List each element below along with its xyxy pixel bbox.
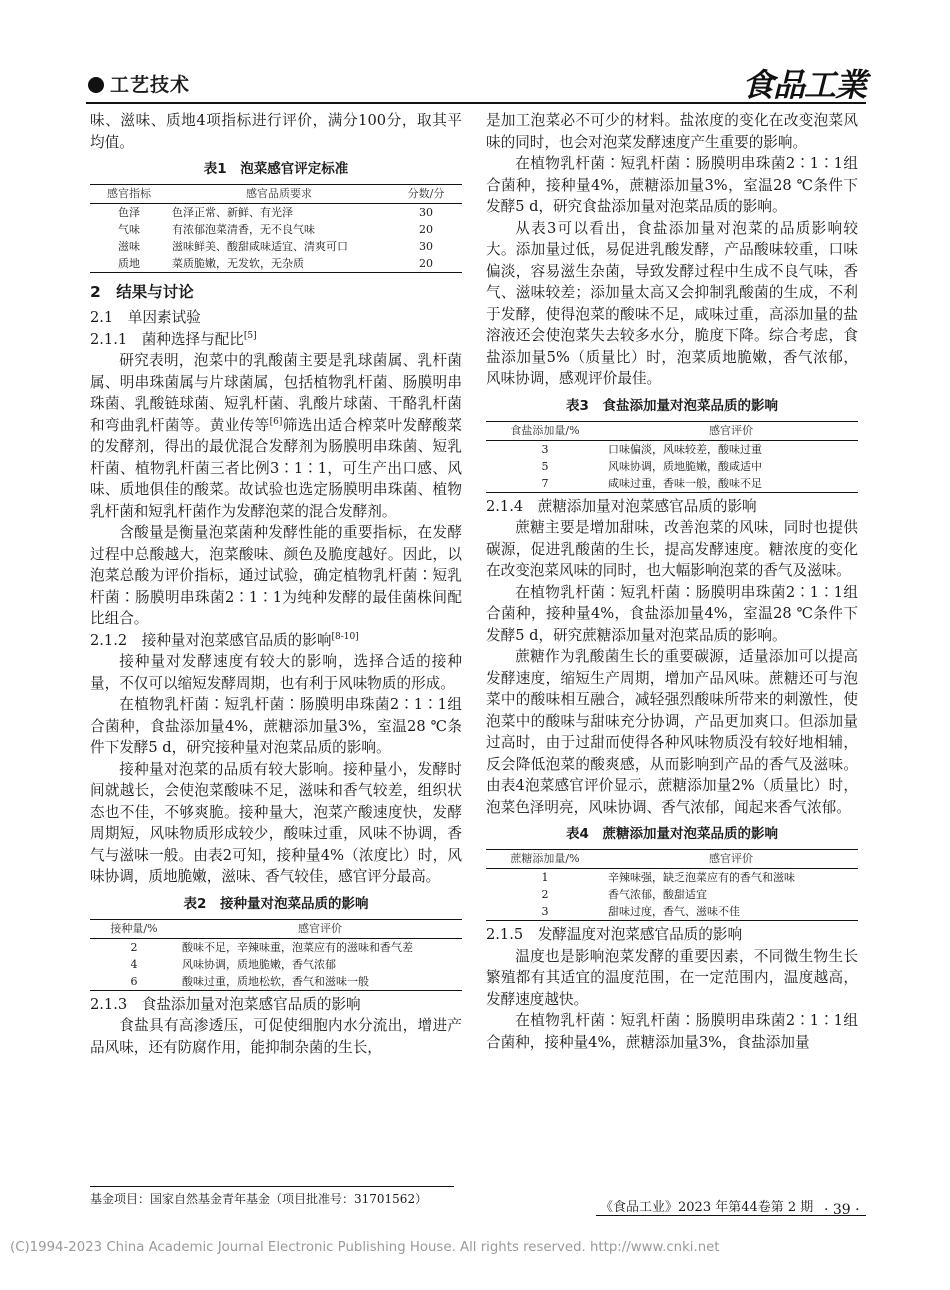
citation: [8-10] bbox=[331, 631, 359, 642]
subsection-heading bbox=[90, 630, 462, 652]
table2 bbox=[90, 919, 462, 991]
table1-header: 分数/分 bbox=[407, 187, 445, 200]
section-label: 工艺技术 bbox=[110, 74, 191, 96]
left-column bbox=[90, 110, 462, 1058]
table-row bbox=[486, 886, 858, 903]
header-rule bbox=[86, 102, 866, 104]
table4-title: 表4 蔗糖添加量对泡菜品质的影响 bbox=[566, 826, 778, 842]
table-cell: 4 bbox=[130, 957, 138, 971]
table-cell: 甜味过度，香气、滋味不佳 bbox=[608, 905, 740, 918]
page-number: · 39 · bbox=[824, 1202, 860, 1218]
paragraph: 从表3可以看出，食盐添加量对泡菜的品质影响较大。添加量过低，易促进乳酸发酵，产品酸味较重，口味偏淡，容易滋生杂菌，导致发酵过程中生成不良气味，香气、滋味较差；添加量太高又会抑制乳酸菌的生成，不利于发酵，使得泡菜的酸味不足，咸味过重，高添加量的盐溶液还会使泡菜失去较多水分，脆度下降。综合考虑，食盐添加量5%（质量比）时，泡菜质地脆嫩，香气浓郁，风味协调，感观评价最佳。 bbox=[486, 219, 858, 387]
table-row bbox=[486, 458, 858, 475]
table1-header: 感官品质要求 bbox=[246, 187, 312, 200]
table-cell: 20 bbox=[419, 223, 433, 236]
table-row bbox=[90, 956, 462, 973]
heading-text: 2.1.1 菌种选择与配比 bbox=[90, 330, 244, 348]
paragraph: 蔗糖作为乳酸菌生长的重要碳源，适量添加可以提高发酵速度，缩短生产周期，增加产品风味。蔗糖还可与泡菜中的酸味相互融合，减轻强烈酸味所带来的刺激性，使泡菜中的酸味与甜味充分协调，产品更加爽口。但添加量过高时，由于过甜而使得各种风味物质没有较好地相辅，反会降低泡菜的酸爽感，从而影响到产品的香气及滋味。由表4泡菜感官评价显示，蔗糖添加量2%（质量比）时，泡菜色泽明亮，风味协调、香气浓郁，闻起来香气浓郁。 bbox=[486, 648, 858, 816]
paragraph bbox=[90, 350, 462, 522]
subsection-heading bbox=[90, 329, 462, 351]
table-cell: 酸味不足，辛辣味重，泡菜应有的滋味和香气差 bbox=[182, 940, 413, 954]
paragraph: 是加工泡菜必不可少的材料。盐浓度的变化在改变泡菜风味的同时，也会对泡菜发酵速度产生重要的影响。 bbox=[486, 112, 858, 151]
table-cell: 6 bbox=[130, 974, 138, 988]
table-cell: 滋味鲜美、酸甜咸味适宜、清爽可口 bbox=[172, 240, 348, 253]
copyright-watermark: (C)1994-2023 China Academic Journal Electronic Publishing House. All rights reserved. http://www.cnki.net bbox=[10, 1240, 720, 1255]
table1 bbox=[90, 184, 462, 273]
section-heading: 2 结果与讨论 bbox=[90, 283, 194, 301]
table-row bbox=[486, 475, 858, 493]
table-cell: 色泽正常、新鲜、有光泽 bbox=[172, 206, 293, 219]
table2-header: 接种量/% bbox=[110, 921, 158, 935]
paragraph: 味、滋味、质地4项指标进行评价，满分100分，取其平均值。 bbox=[90, 112, 462, 151]
table-row bbox=[90, 221, 462, 238]
page-header bbox=[86, 64, 866, 104]
table-cell: 色泽 bbox=[118, 206, 140, 219]
table3-header: 食盐添加量/% bbox=[510, 423, 580, 437]
table-cell: 3 bbox=[541, 905, 549, 918]
table-cell: 酸味过重，质地松软，香气和滋味一般 bbox=[182, 974, 369, 988]
footnote-rule bbox=[90, 1186, 454, 1187]
table-cell: 20 bbox=[419, 257, 433, 270]
table-row bbox=[486, 903, 858, 921]
table-row bbox=[486, 440, 858, 458]
paragraph: 接种量对泡菜的品质有较大影响。接种量小，发酵时间就越长，会使泡菜酸味不足，滋味和香气较差，组织状态也不佳，不够爽脆。接种量大，泡菜产酸速度快，发酵周期短，风味物质形成较少，酸味过重，风味不协调，香气与滋味一般。由表2可知，接种量4%（浓度比）时，风味协调，质地脆嫩，滋味、香气较佳，感官评分最高。 bbox=[90, 760, 462, 885]
paragraph: 食盐具有高渗透压，可促使细胞内水分流出，增进产品风味，还有防腐作用，能抑制杂菌的生长， bbox=[90, 1017, 462, 1056]
table2-title: 表2 接种量对泡菜品质的影响 bbox=[183, 895, 369, 912]
table-row bbox=[90, 255, 462, 273]
table-cell: 滋味 bbox=[118, 240, 140, 253]
table2-header: 感官评价 bbox=[298, 921, 342, 935]
table-cell: 气味 bbox=[118, 223, 140, 236]
text-run: 研究表明，泡菜中的乳酸菌主要是乳球菌属、乳杆菌属、明串珠菌属与片球菌属，包括植物乳杆菌、肠膜明串珠菌、乳酸链球菌、短乳杆菌、乳酸片球菌、干酪乳杆菌和弯曲乳杆菌等。黄业传等 bbox=[90, 352, 462, 434]
subsection-heading: 2.1.5 发酵温度对泡菜感官品质的影响 bbox=[486, 926, 743, 943]
table-cell: 30 bbox=[419, 240, 433, 253]
journal-logo: 食品工業 bbox=[741, 66, 866, 104]
table3-title: 表3 食盐添加量对泡菜品质的影响 bbox=[566, 397, 778, 414]
table-cell: 30 bbox=[419, 206, 433, 219]
paragraph: 在植物乳杆菌∶短乳杆菌∶肠膜明串珠菌2∶1∶1组合菌种，接种量4%，食盐添加量4%，室温28 ℃条件下发酵5 d，研究蔗糖添加量对泡菜品质的影响。 bbox=[486, 583, 858, 644]
table-cell: 7 bbox=[541, 476, 549, 490]
table-row bbox=[90, 938, 462, 956]
table-cell: 2 bbox=[541, 888, 549, 901]
paragraph: 含酸量是衡量泡菜菌种发酵性能的重要指标，在发酵过程中总酸越大，泡菜酸味、颜色及脆度越好。因此，以泡菜总酸为评价指标，通过试验，确定植物乳杆菌∶短乳杆菌∶肠膜明串珠菌2∶1∶1为纯种发酵的最佳菌株间配比组合。 bbox=[90, 524, 462, 627]
paragraph: 在植物乳杆菌∶短乳杆菌∶肠膜明串珠菌2∶1∶1组合菌种，食盐添加量4%，蔗糖添加量3%，室温28 ℃条件下发酵5 d，研究接种量对泡菜品质的影响。 bbox=[90, 696, 462, 756]
text-run: 筛选出适合榨菜叶发酵酸菜的发酵剂，得出的最优混合发酵剂为肠膜明串珠菌、短乳杆菌、植物乳杆菌三者比例3∶1∶1，可生产出口感、风味、质地俱佳的酸菜。故试验也选定肠膜明串珠菌、植物乳杆菌和短乳杆菌作为发酵泡菜的混合发酵剂。 bbox=[90, 416, 462, 520]
journal-citation: 《食品工业》2023 年第44卷第 2 期 bbox=[600, 1200, 814, 1215]
table-cell: 咸味过重，香味一般，酸味不足 bbox=[608, 476, 762, 490]
table-cell: 2 bbox=[130, 940, 138, 954]
table3 bbox=[486, 421, 858, 493]
table4 bbox=[486, 849, 858, 921]
table-cell: 5 bbox=[541, 459, 549, 473]
table-cell: 风味协调，质地脆嫩，香气浓郁 bbox=[182, 957, 336, 971]
table-cell: 风味协调，质地脆嫩，酸咸适中 bbox=[608, 459, 762, 473]
table-cell: 菜质脆嫩，无发软，无杂质 bbox=[172, 257, 304, 270]
heading-text: 2.1.2 接种量对泡菜感官品质的影响 bbox=[90, 631, 332, 649]
table-cell: 1 bbox=[541, 871, 549, 884]
table-row bbox=[90, 204, 462, 222]
table-cell: 香气浓郁，酸甜适宜 bbox=[608, 888, 707, 901]
paragraph: 温度也是影响泡菜发酵的重要因素，不同微生物生长繁殖都有其适宜的温度范围，在一定范围内，温度越高，发酵速度越快。 bbox=[486, 947, 858, 1008]
bullet-dot-icon bbox=[88, 77, 104, 93]
paragraph: 蔗糖主要是增加甜味，改善泡菜的风味，同时也提供碳源，促进乳酸菌的生长，提高发酵速度。糖浓度的变化在改变泡菜风味的同时，也大幅影响泡菜的香气及滋味。 bbox=[486, 519, 858, 579]
table-row bbox=[486, 869, 858, 887]
table3-header: 感官评价 bbox=[709, 423, 753, 437]
subsection-heading: 2.1.3 食盐添加量对泡菜感官品质的影响 bbox=[90, 995, 361, 1013]
table4-header: 感官评价 bbox=[709, 852, 753, 865]
table1-header: 感官指标 bbox=[107, 187, 151, 200]
right-column bbox=[486, 110, 858, 1053]
subsection-heading: 2.1 单因素试验 bbox=[90, 309, 201, 326]
table-cell: 3 bbox=[541, 442, 549, 456]
funding-note: 基金项目：国家自然基金青年基金（项目批准号：31701562） bbox=[90, 1192, 428, 1206]
table-cell: 质地 bbox=[118, 257, 140, 270]
paragraph: 在植物乳杆菌∶短乳杆菌∶肠膜明串珠菌2∶1∶1组合菌种，接种量4%，蔗糖添加量3%，室温28 ℃条件下发酵5 d，研究食盐添加量对泡菜品质的影响。 bbox=[486, 155, 858, 215]
table-row bbox=[90, 973, 462, 991]
table-cell: 有浓郁泡菜清香，无不良气味 bbox=[172, 223, 315, 236]
paragraph: 在植物乳杆菌∶短乳杆菌∶肠膜明串珠菌2∶1∶1组合菌种，接种量4%，蔗糖添加量3%，食盐添加量 bbox=[486, 1012, 858, 1051]
subsection-heading: 2.1.4 蔗糖添加量对泡菜感官品质的影响 bbox=[486, 497, 757, 515]
table-row bbox=[90, 238, 462, 255]
table4-header: 蔗糖添加量/% bbox=[510, 852, 580, 865]
citation: [5] bbox=[243, 330, 257, 341]
table-cell: 辛辣味强，缺乏泡菜应有的香气和滋味 bbox=[608, 871, 795, 884]
table-cell: 口味偏淡，风味较差，酸味过重 bbox=[608, 442, 762, 456]
table1-title: 表1 泡菜感官评定标准 bbox=[203, 161, 349, 177]
paragraph: 接种量对发酵速度有较大的影响，选择合适的接种量，不仅可以缩短发酵周期，也有利于风味物质的形成。 bbox=[90, 653, 462, 692]
citation: [6] bbox=[269, 416, 283, 427]
